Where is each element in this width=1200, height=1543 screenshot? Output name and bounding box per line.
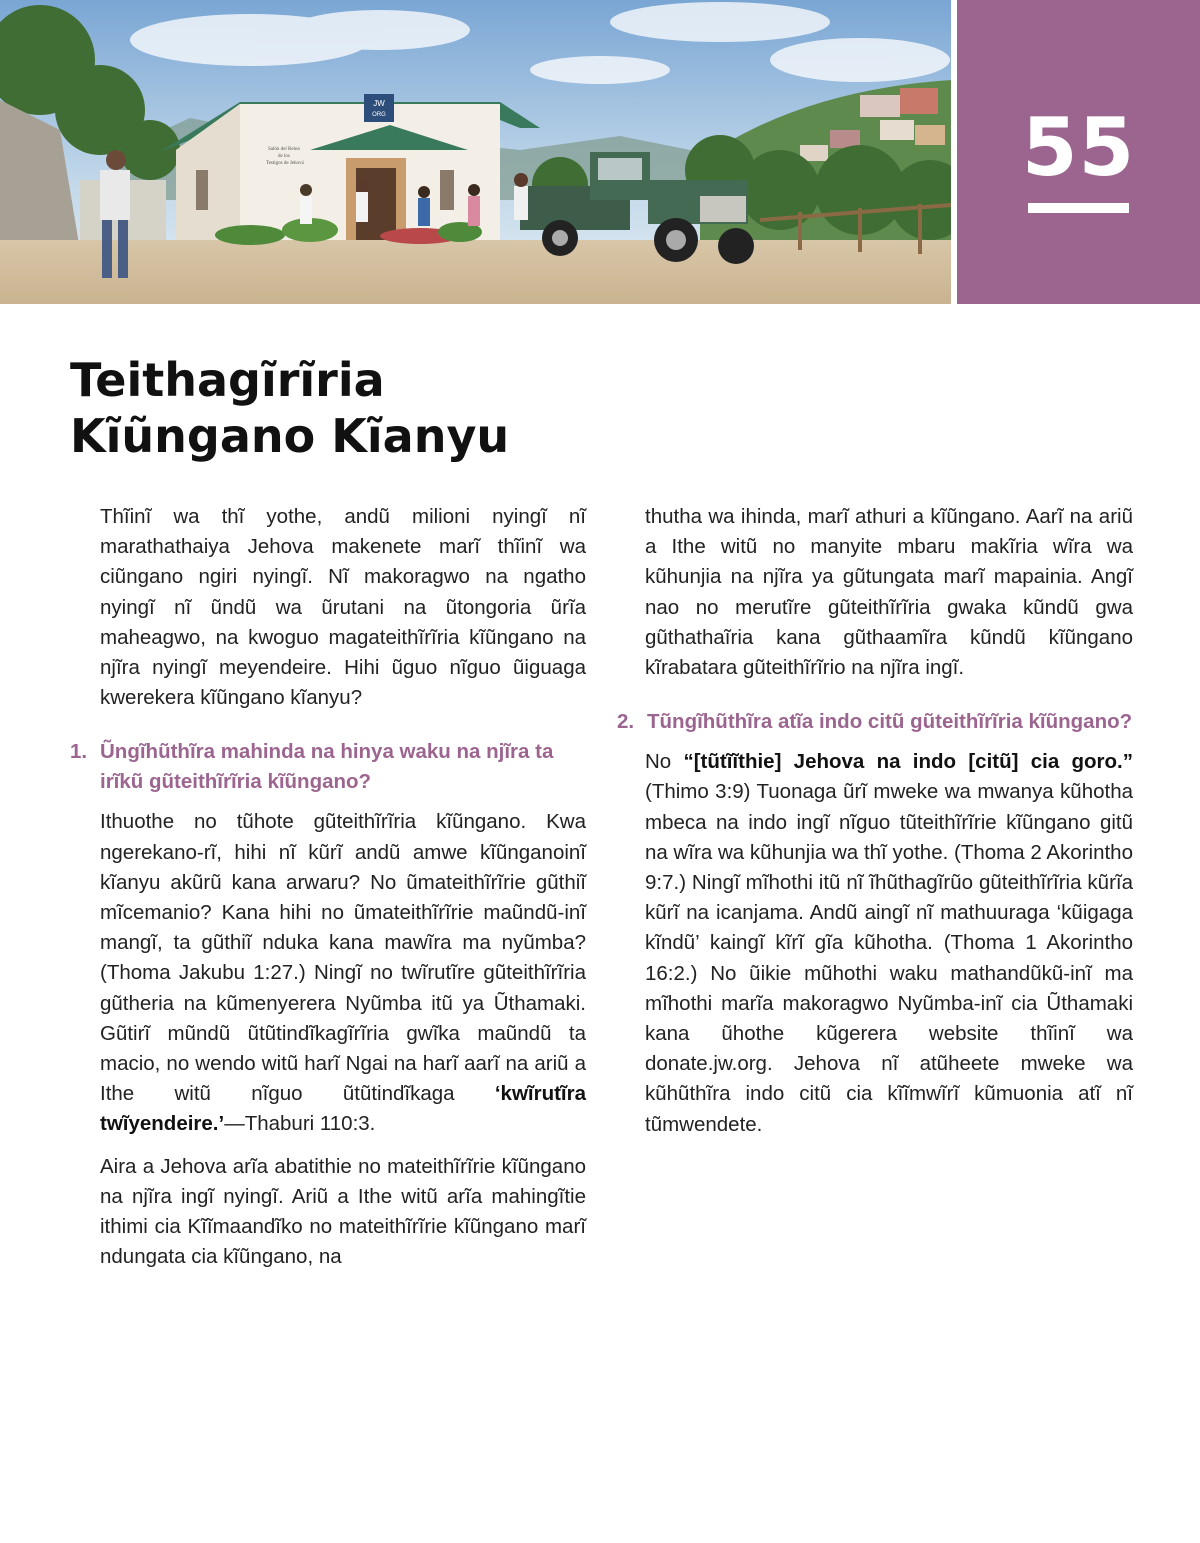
q1-p1-text: Ithuothe no tũhote gũteithĩrĩria kĩũngano. Kwa ngerekano-rĩ, hihi nĩ kũrĩ andũ amwe kĩũnganoinĩ kĩanyu akũrũ kana arwaru? No ũmateithĩrĩrie gũthiĩ mĩcemanio? Kana hihi no ũmateithĩrĩrie maũndũ-inĩ mangĩ, ta gũthiĩ nduka kana mawĩra ma nyũmba? (Thoma Jakubu 1:27.) Ningĩ no twĩrutĩre gũteithĩrĩria gũtheria na kũmenyerera Nyũmba itũ ya Ũthamaki. Gũtirĩ mũndũ ũtũtindĩkagĩrĩria gwĩka maũndũ ta macio, no wendo witũ harĩ Ngai na harĩ aarĩ na ariũ a Ithe witũ nĩguo ũtũtindĩkaga: [100, 810, 586, 1106]
left-column: [70, 502, 586, 1284]
q2-p1-text: (Thimo 3:9) Tuonaga ũrĩ mweke wa mwanya kũhotha mbeca na indo ingĩ nĩguo tũteithĩrĩrie kĩũngano gitũ na wĩra wa kũhunjia wa thĩ yothe. (Thoma 2 Akorintho 9:7.) Ningĩ mĩhothi itũ nĩ ĩhũthagĩrũo gũteithĩrĩria kũrĩa kũrĩ na icanjama. Andũ aingĩ nĩ mathuuraga ‘kũigaga kĩndũ’ kaingĩ kĩrĩ gĩa kũhotha. (Thoma 1 Akorintho 16:2.) No ũikie mũhothi waku mathandũkũ-inĩ ma mĩhothi marĩa makoragwo Nyũmba-inĩ cia Ũthamaki kana ũhothe kũgerera website thĩinĩ wa donate.jw.org. Jehova nĩ atũheete mweke wa kũhũthĩra indo citũ cia kĩĩmwĩrĩ kũmuonia atĩ nĩ tũmwendete.: [645, 780, 1133, 1136]
svg-text:Testigos de Jehová: Testigos de Jehová: [266, 161, 304, 166]
q1-p1-ref: —Thaburi 110:3.: [224, 1112, 376, 1136]
q1-paragraph-1: [100, 807, 586, 1139]
lesson-number-underline: [1028, 203, 1129, 213]
q2-p1-lead: No: [645, 750, 684, 774]
question-1-text: Ũngĩhũthĩra mahinda na hinya waku na njĩra ta irĩkũ gũteithĩrĩria kĩũngano?: [100, 740, 554, 794]
intro-paragraph: Thĩinĩ wa thĩ yothe, andũ milioni nyingĩ nĩ marathathaiya Jehova makenete marĩ thĩinĩ wa ciũngano ngiri nyingĩ. Nĩ makoragwo na ngatho nyingĩ nĩ ũndũ wa ũrutani na ũtongoria ũrĩa maheagwo, na kwoguo magateithĩrĩria kĩũngano na njĩra nyingĩ meyendeire. Hihi ũguo nĩguo ũiguaga kwerekera kĩũngano kĩanyu?: [100, 505, 586, 710]
hero-illustration: [0, 0, 951, 304]
svg-text:de los: de los: [278, 154, 290, 159]
q1-p1-bold: ‘kwĩrutĩra twĩyendeire.’: [100, 1082, 586, 1136]
svg-text:ORG: ORG: [372, 112, 386, 118]
title-line-2: Kĩũngano Kĩanyu: [70, 409, 510, 463]
svg-text:Salón del Reino: Salón del Reino: [268, 147, 300, 152]
ground: [0, 240, 951, 304]
question-1-number: 1.: [70, 740, 88, 764]
question-2-number: 2.: [617, 710, 635, 734]
q2-paragraph-1: [645, 747, 1133, 1140]
title-line-1: Teithagĩrĩria: [70, 353, 385, 407]
lesson-number-box: [957, 0, 1200, 304]
q2-p1-bold: “[tũtĩĩthie] Jehova na indo [citũ] cia goro.”: [683, 750, 1133, 774]
question-2-text: Tũngĩhũthĩra atĩa indo citũ gũteithĩrĩria kĩũngano?: [647, 710, 1133, 734]
q1-paragraph-2-continued: thutha wa ihinda, marĩ athuri a kĩũngano. Aarĩ na ariũ a Ithe witũ no manyite mbaru makĩria wĩra wa kũhunjia na njĩra ya gũtungata marĩ mapainia. Angĩ nao no merutĩre gũteithĩrĩria gwaka kũndũ gwa gũthathaĩria kana gũthaamĩra kũndũ kĩũngano kĩrabatara gũteithĩrĩrio na njĩra ingĩ.: [645, 505, 1133, 680]
page-title: [70, 352, 509, 464]
q1-paragraph-2: Aira a Jehova arĩa abatithie no mateithĩrĩrie kĩũngano na njĩra ingĩ nyingĩ. Ariũ a Ithe witũ arĩa mahingĩtie ithimi cia Kĩĩmaandĩko no mateithĩrĩrie kĩũngano marĩ ndungata cia kĩũngano, na: [100, 1154, 586, 1269]
question-2-heading: [617, 707, 1133, 737]
question-1-heading: [70, 737, 586, 797]
svg-text:JW: JW: [373, 99, 385, 108]
lesson-number: 55: [1021, 101, 1136, 194]
right-column: [617, 502, 1133, 1152]
